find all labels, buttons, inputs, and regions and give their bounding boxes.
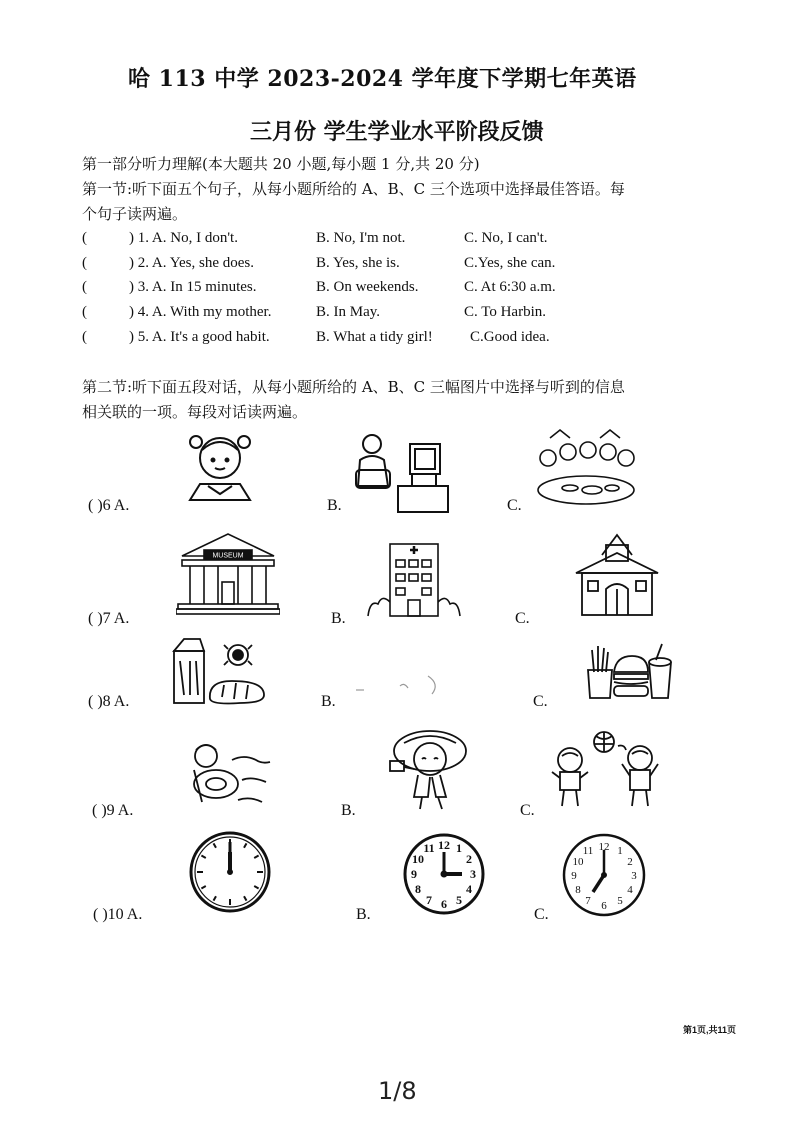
question-10-c-label: C. [534, 906, 549, 923]
question-stem: ) 1. A. No, I don't. [129, 230, 238, 246]
svg-text:2: 2 [627, 856, 633, 868]
question-9-c-label: C. [520, 802, 535, 819]
svg-text:10: 10 [412, 852, 424, 866]
svg-text:11: 11 [582, 845, 594, 857]
question-7-c-label: C. [515, 610, 530, 627]
girl-reading-icon [180, 428, 260, 504]
svg-text:3: 3 [631, 870, 637, 882]
option-b: B. No, I'm not. [316, 230, 406, 246]
section1-instructions-2: 个句子读两遍。 [82, 205, 188, 223]
clock-12-icon [188, 830, 272, 914]
question-8-b-label: B. [321, 693, 336, 710]
option-c: C.Good idea. [470, 329, 550, 345]
section1-instructions-1: 第一节:听下面五个句子，从每小题所给的 A、B、C 三个选项中选择最佳答语。每 [82, 180, 625, 198]
school-icon [572, 533, 662, 617]
answer-paren-open: ( [82, 329, 87, 345]
answer-paren-open: ( [82, 230, 87, 246]
question-10-label: ( )10 A. [93, 906, 143, 923]
option-c: C.Yes, she can. [464, 255, 556, 271]
clock-8-icon [560, 832, 648, 918]
question-stem: ) 2. A. Yes, she does. [129, 255, 255, 271]
fastfood-icon [586, 642, 676, 702]
breakfast-icon [170, 637, 270, 707]
question-8-c-label: C. [533, 693, 548, 710]
svg-text:7: 7 [426, 893, 432, 907]
svg-text:9: 9 [571, 870, 577, 882]
svg-text:3: 3 [470, 867, 476, 881]
svg-text:1: 1 [456, 841, 462, 855]
svg-text:2: 2 [466, 852, 472, 866]
svg-text:12: 12 [438, 838, 450, 852]
option-b: B. Yes, she is. [316, 255, 400, 271]
family-dinner-icon [530, 428, 640, 508]
option-c: C. No, I can't. [464, 230, 548, 246]
girl-camera-icon [384, 727, 470, 811]
option-c: C. At 6:30 a.m. [464, 279, 556, 295]
svg-text:5: 5 [617, 895, 623, 907]
svg-text:6: 6 [601, 900, 607, 912]
question-stem: ) 3. A. In 15 minutes. [129, 279, 257, 295]
svg-text:11: 11 [423, 841, 435, 855]
blank-scribble-icon [354, 672, 444, 700]
svg-text:6: 6 [441, 897, 447, 911]
kids-ball-icon [548, 728, 664, 808]
svg-text:4: 4 [627, 884, 633, 896]
page-indicator: 1/8 [378, 1077, 417, 1105]
question-6-b-label: B. [327, 497, 342, 514]
question-6-c-label: C. [507, 497, 522, 514]
museum-sign-text: MUSEUM [212, 552, 244, 560]
svg-text:12: 12 [598, 841, 610, 853]
answer-paren-open: ( [82, 304, 87, 320]
section2-instructions-2: 相关联的一项。每段对话读两遍。 [82, 403, 308, 421]
option-b: B. On weekends. [316, 279, 419, 295]
svg-text:7: 7 [585, 895, 591, 907]
svg-text:8: 8 [575, 884, 581, 896]
svg-text:8: 8 [415, 882, 421, 896]
svg-text:1: 1 [617, 845, 623, 857]
question-7-label: ( )7 A. [88, 610, 130, 627]
swimming-icon [182, 740, 272, 810]
section2-instructions-1: 第二节:听下面五段对话，从每小题所给的 A、B、C 三幅图片中选择与听到的信息 [82, 378, 625, 396]
clock-3-icon [402, 832, 486, 916]
exam-subtitle: 三月份 学生学业水平阶段反馈 [250, 119, 544, 145]
question-stem: ) 4. A. With my mother. [129, 304, 272, 320]
svg-text:10: 10 [572, 856, 584, 868]
question-6-label: ( )6 A. [88, 497, 130, 514]
svg-text:5: 5 [456, 893, 462, 907]
question-10-b-label: B. [356, 906, 371, 923]
svg-text:4: 4 [466, 882, 472, 896]
museum-icon [176, 530, 280, 616]
option-b: B. In May. [316, 304, 381, 320]
answer-paren-open: ( [82, 279, 87, 295]
hospital-icon [366, 542, 462, 618]
svg-text:9: 9 [411, 867, 417, 881]
part1-heading: 第一部分听力理解(本大题共 20 小题,每小题 1 分,共 20 分) [82, 155, 480, 173]
question-8-label: ( )8 A. [88, 693, 130, 710]
option-c: C. To Harbin. [464, 304, 547, 320]
answer-paren-open: ( [82, 255, 87, 271]
question-stem: ) 5. A. It's a good habit. [129, 329, 270, 345]
question-9-label: ( )9 A. [92, 802, 134, 819]
question-9-b-label: B. [341, 802, 356, 819]
man-computer-icon [352, 430, 452, 516]
question-7-b-label: B. [331, 610, 346, 627]
option-b: B. What a tidy girl! [316, 329, 433, 345]
page-note: 第1页,共11页 [683, 1025, 737, 1035]
exam-title: 哈 113 中学 2023-2024 学年度下学期七年英语 [128, 66, 637, 92]
